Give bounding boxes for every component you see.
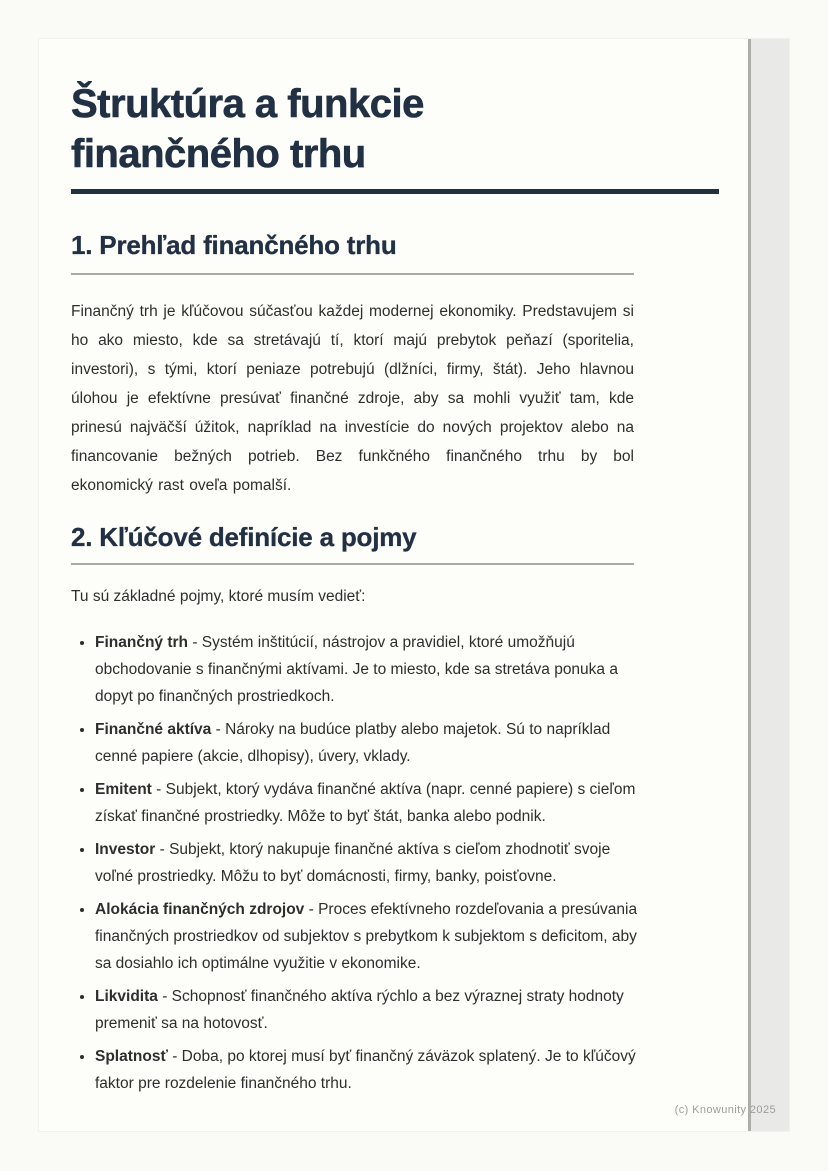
term-definition: - Proces efektívneho rozdeľovania a presúvania finančných prostriedkov od subjektov s prebytkom k subjektom s deficitom, aby sa dosiahlo ich optimálne využitie v ekonomike. [95, 901, 638, 972]
term-definition: - Subjekt, ktorý nakupuje finančné aktíva s cieľom zhodnotiť svoje voľné prostriedky. Môžu to byť domácnosti, firmy, banky, poisťovne. [95, 841, 611, 885]
page-edge-shadow [748, 39, 789, 1131]
section-1-divider [71, 273, 634, 275]
term-definition: - Nároky na budúce platby alebo majetok. Sú to napríklad cenné papiere (akcie, dlhopisy), úvery, vklady. [95, 721, 611, 765]
list-item [95, 776, 640, 830]
list-item [95, 896, 640, 977]
term-definition: - Doba, po ktorej musí byť finančný záväzok splatený. Je to kľúčový faktor pre rozdelenie finančného trhu. [95, 1048, 636, 1092]
term-label: Finančné aktíva [95, 721, 212, 738]
list-item [95, 629, 640, 710]
page-title: Štruktúra a funkcie finančného trhu [71, 82, 424, 176]
section-2-divider [71, 563, 634, 565]
term-label: Likvidita [95, 988, 158, 1005]
term-definition: - Systém inštitúcií, nástrojov a pravidiel, ktoré umožňujú obchodovanie s finančnými aktívami. Je to miesto, kde sa stretáva ponuka a dopyt po finančných prostriedkoch. [95, 634, 618, 705]
list-item [95, 716, 640, 770]
term-label: Finančný trh [95, 634, 189, 651]
term-label: Emitent [95, 781, 152, 798]
title-divider [71, 189, 719, 194]
section-1-paragraph: Finančný trh je kľúčovou súčasťou každej modernej ekonomiky. Predstavujem si ho ako miesto, kde sa stretávajú tí, ktorí majú prebytok peňazí (sporitelia, investori), s tými, ktorí peniaze potrebujú (dlžníci, firmy, štát). Jeho hlavnou úlohou je efektívne presúvať finančné zdroje, aby sa mohli využiť tam, kde prinesú najväčší úžitok, napríklad na investície do nových projektov alebo na financovanie bežných potrieb. Bez funkčného finančného trhu by bol ekonomický rast oveľa pomalší. [71, 303, 634, 494]
list-item [95, 983, 640, 1037]
section-1-heading: 1. Prehľad finančného trhu [71, 230, 397, 260]
term-definition: - Subjekt, ktorý vydáva finančné aktíva (napr. cenné papiere) s cieľom získať finančné prostriedky. Môže to byť štát, banka alebo podnik. [95, 781, 636, 825]
page-content [39, 39, 727, 1097]
section-2-heading: 2. Kľúčové definície a pojmy [71, 522, 417, 552]
document-page [38, 38, 790, 1132]
term-label: Splatnosť [95, 1048, 168, 1065]
list-item [95, 1043, 640, 1097]
term-label: Alokácia finančných zdrojov [95, 901, 305, 918]
list-item [95, 836, 640, 890]
term-definition: - Schopnosť finančného aktíva rýchlo a bez výraznej straty hodnoty premeniť sa na hotovosť. [95, 988, 624, 1032]
term-list [71, 629, 640, 1097]
footer-copyright: (c) Knowunity 2025 [674, 1104, 776, 1116]
term-label: Investor [95, 841, 156, 858]
section-2-intro: Tu sú základné pojmy, ktoré musím vedieť: [71, 588, 366, 605]
